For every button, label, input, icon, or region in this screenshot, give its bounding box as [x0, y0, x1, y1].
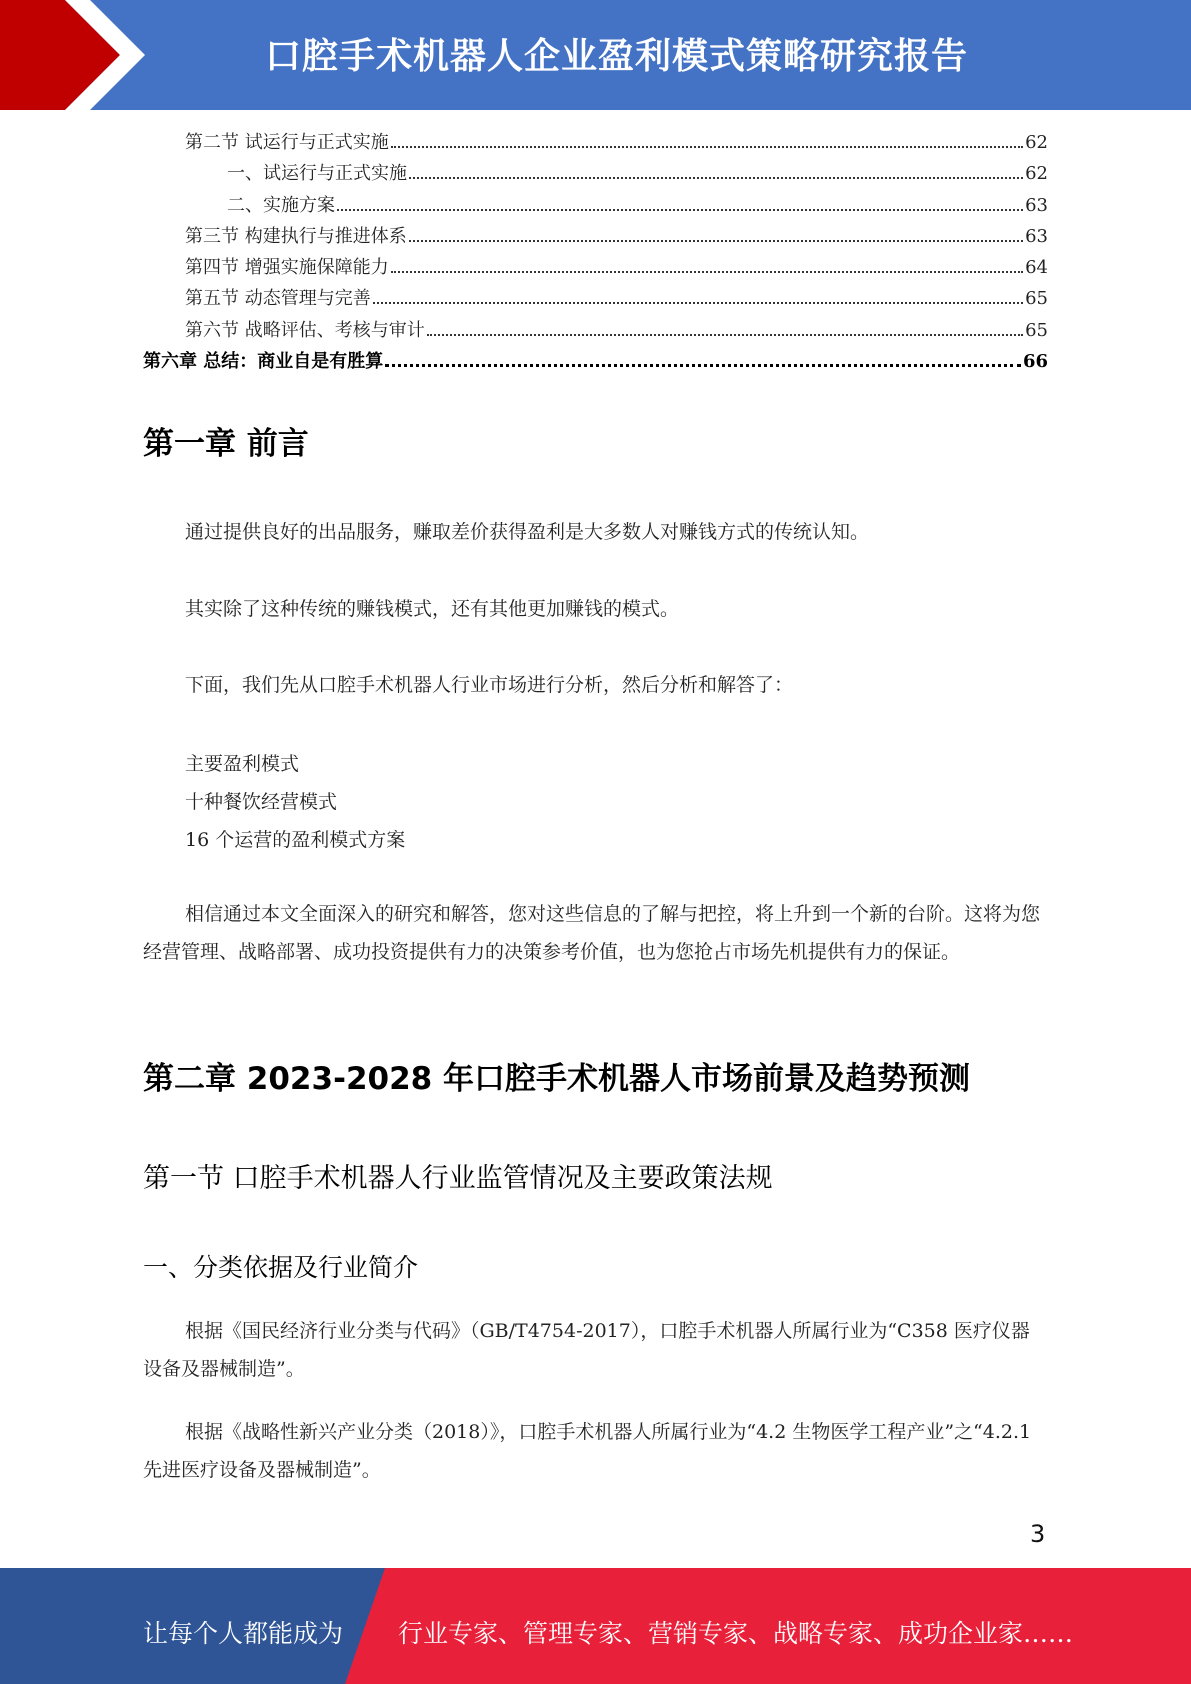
- toc-entry[interactable]: [143, 159, 1048, 190]
- chapter-1-paragraph-3: 下面，我们先从口腔手术机器人行业市场进行分析，然后分析和解答了：: [185, 674, 794, 696]
- header-chevron-decoration: [0, 0, 180, 110]
- chapter-1-paragraph-4: 相信通过本文全面深入的研究和解答，您对这些信息的了解与把控，将上升到一个新的台阶。这将为您经营管理、战略部署、成功投资提供有力的决策参考价值，也为您抢占市场先机提供有力的保证。: [143, 903, 1041, 963]
- chapter-2-heading: 第二章 2023-2028 年口腔手术机器人市场前景及趋势预测: [143, 1061, 971, 1097]
- toc-leader-dots: [409, 240, 1023, 242]
- table-of-contents: [143, 128, 1048, 378]
- toc-entry-page: 63: [1025, 194, 1048, 216]
- toc-entry-label: 第六节 战略评估、考核与审计: [185, 319, 425, 341]
- footer-slogan-left: 让每个人都能成为: [143, 1619, 344, 1648]
- page-footer: [0, 1568, 1191, 1684]
- toc-chapter-entry[interactable]: [143, 347, 1048, 378]
- toc-entry-page: 63: [1025, 225, 1048, 247]
- toc-entry[interactable]: [143, 284, 1048, 315]
- toc-entry-label: 二、实施方案: [227, 194, 335, 216]
- footer-slogan-right: 行业专家、管理专家、营销专家、战略专家、成功企业家……: [398, 1619, 1074, 1648]
- list-item: 16 个运营的盈利模式方案: [185, 829, 406, 851]
- toc-entry[interactable]: [143, 222, 1048, 253]
- toc-leader-dots: [373, 302, 1023, 304]
- toc-leader-dots: [391, 271, 1023, 273]
- report-title: 口腔手术机器人企业盈利模式策略研究报告: [265, 36, 969, 77]
- list-item: 十种餐饮经营模式: [185, 791, 338, 813]
- toc-entry-label: 第三节 构建执行与推进体系: [185, 225, 407, 247]
- toc-leader-dots: [427, 334, 1023, 336]
- toc-entry[interactable]: [143, 253, 1048, 284]
- chapter-1-paragraph-2: 其实除了这种传统的赚钱模式，还有其他更加赚钱的模式。: [185, 598, 680, 620]
- chapter-1-paragraph-1: 通过提供良好的出品服务，赚取差价获得盈利是大多数人对赚钱方式的传统认知。: [185, 521, 870, 543]
- toc-entry-label: 第六章 总结：商业自是有胜算: [143, 351, 384, 373]
- toc-leader-dots: [391, 146, 1023, 148]
- toc-entry-label: 一、试运行与正式实施: [227, 163, 407, 185]
- toc-entry[interactable]: [143, 191, 1048, 222]
- toc-entry-page: 62: [1025, 132, 1048, 153]
- section-1-heading: 第一节 口腔手术机器人行业监管情况及主要政策法规: [143, 1163, 773, 1194]
- toc-entry-label: 第二节 试运行与正式实施: [185, 132, 389, 153]
- toc-entry[interactable]: [143, 316, 1048, 347]
- toc-entry-label: 第五节 动态管理与完善: [185, 288, 371, 310]
- toc-leader-dots: [385, 364, 1021, 367]
- page-number: 3: [1030, 1520, 1046, 1548]
- toc-entry-page: 64: [1025, 257, 1048, 279]
- toc-entry-label: 第四节 增强实施保障能力: [185, 257, 389, 279]
- list-item: 主要盈利模式: [185, 753, 300, 775]
- subsection-1-heading: 一、分类依据及行业简介: [143, 1253, 419, 1282]
- toc-leader-dots: [337, 209, 1023, 211]
- chapter-2-paragraph-1: 根据《国民经济行业分类与代码》（GB/T4754-2017），口腔手术机器人所属行业为“C358 医疗仪器设备及器械制造”。: [143, 1320, 1030, 1380]
- chapter-1-heading: 第一章 前言: [143, 426, 309, 462]
- page-header: [0, 0, 1191, 110]
- toc-leader-dots: [409, 177, 1023, 179]
- chapter-2-paragraph-2: 根据《战略性新兴产业分类（2018）》，口腔手术机器人所属行业为“4.2 生物医学工程产业”之“4.2.1 先进医疗设备及器械制造”。: [143, 1421, 1032, 1481]
- toc-entry-page: 65: [1025, 288, 1048, 310]
- toc-entry[interactable]: [143, 128, 1048, 159]
- toc-entry-page: 66: [1022, 351, 1048, 373]
- toc-entry-page: 62: [1025, 163, 1048, 185]
- toc-entry-page: 65: [1025, 319, 1048, 341]
